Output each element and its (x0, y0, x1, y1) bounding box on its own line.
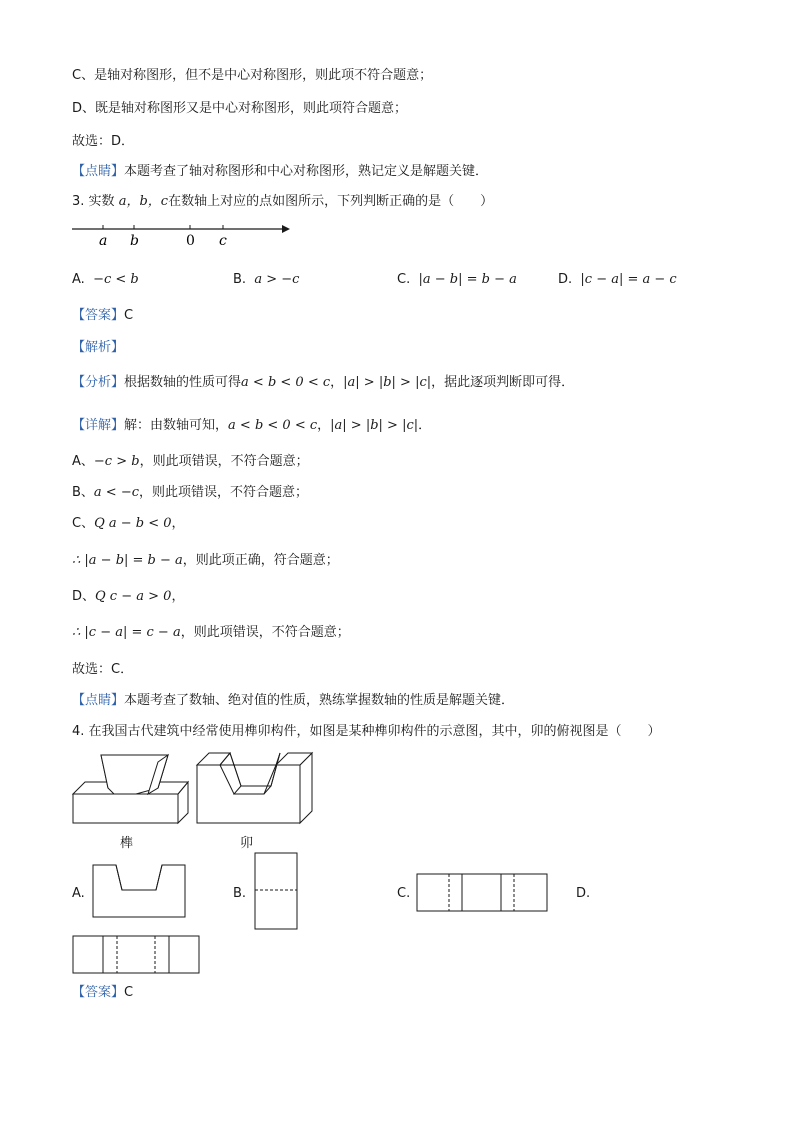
answer-tag: 【答案】 (72, 308, 125, 323)
reason-text: ，则此项正确，符合题意； (182, 553, 339, 568)
question-number: 3. (72, 194, 85, 209)
q4-option-a-label: A. (72, 886, 85, 901)
question-text: 实数 (88, 194, 115, 209)
reason-math: Q a − b < 0 (94, 516, 172, 531)
reason-prefix: C、 (72, 516, 95, 531)
q4-option-d-figure (72, 935, 200, 975)
mortise-label: 卯 (240, 836, 254, 851)
detail-tag: 【详解】 (72, 418, 125, 433)
fenxi-text-rest: ，据此逐项判断即可得． (431, 375, 575, 390)
comment-tag: 【点睛】 (72, 164, 125, 179)
c-option-explanation: C、是轴对称图形，但不是中心对称图形，则此项不符合题意； (72, 68, 433, 83)
reason-prefix: D、 (72, 589, 96, 604)
label-0: 0 (186, 233, 195, 249)
fenxi-tag: 【分析】 (72, 375, 125, 390)
fenxi-math-2: |a| > |b| > |c| (343, 375, 432, 390)
option-label: A. (72, 272, 85, 287)
option-label: B. (233, 272, 247, 287)
number-line-arrow (282, 225, 290, 233)
choose-d: 故选：D． (72, 134, 135, 149)
comment-1 (72, 163, 488, 181)
detail-text: 解：由数轴可知， (124, 418, 229, 433)
question-vars: a，b，c (118, 194, 169, 209)
comment-tag: 【点睛】 (72, 693, 125, 708)
q3-option-c (397, 271, 517, 289)
label-b: b (130, 233, 139, 249)
option-label: C. (397, 272, 411, 287)
detail-sep: ， (317, 418, 331, 433)
reason-text: ，则此项错误，不符合题意； (139, 454, 309, 469)
answer-tag: 【答案】 (72, 985, 125, 1000)
option-expr: −c < b (93, 272, 139, 287)
fenxi-text: 根据数轴的性质可得 (124, 375, 242, 390)
comment-text: 本题考查了轴对称图形和中心对称图形，熟记定义是解题关键． (124, 164, 489, 179)
option-label: D. (558, 272, 573, 287)
mortise-figure (196, 752, 316, 827)
answer-4 (72, 984, 133, 1002)
reason-math: ∴ |a − b| = b − a (72, 553, 183, 568)
reason-math: Q c − a > 0 (95, 589, 172, 604)
tenon-figure (72, 752, 192, 827)
reason-d-2 (72, 624, 350, 642)
d-option-explanation: D、既是轴对称图形又是中心对称图形，则此项符合题意； (72, 101, 408, 116)
reason-c (72, 515, 185, 533)
answer-value: C (124, 308, 134, 323)
detail-math-1: a < b < 0 < c (228, 418, 318, 433)
question-text-rest: 在数轴上对应的点如图所示，下列判断正确的是（ ） (168, 194, 494, 209)
comment-text: 本题考查了数轴、绝对值的性质，熟练掌握数轴的性质是解题关键． (124, 693, 515, 708)
answer-value: C (124, 985, 134, 1000)
comment-2 (72, 692, 514, 710)
q4-option-a-figure (92, 864, 186, 918)
reason-text: ， (171, 589, 185, 604)
label-c: c (219, 233, 227, 249)
option-expr: |a − b| = b − a (418, 272, 517, 287)
reason-text: ， (171, 516, 185, 531)
reason-c-2 (72, 552, 339, 570)
label-a: a (99, 233, 108, 249)
question-3 (72, 193, 493, 211)
reason-math: −c > b (93, 454, 140, 469)
tenon-front (73, 794, 178, 823)
fenxi-sep: ， (330, 375, 344, 390)
question-4 (72, 723, 661, 741)
detail-line (72, 417, 431, 435)
answer-3 (72, 307, 133, 325)
question-text: 在我国古代建筑中经常使用榫卯构件，如图是某种榫卯构件的示意图，其中，卯的俯视图是（ ） (88, 724, 661, 739)
q3-option-a (72, 271, 139, 289)
q4-option-b-figure (254, 852, 298, 930)
q4-option-c-figure (416, 873, 548, 913)
reason-math: ∴ |c − a| = c − a (72, 625, 181, 640)
q4-option-d-label: D. (576, 886, 591, 901)
reason-math: a < −c (93, 485, 140, 500)
q3-option-b (233, 271, 299, 289)
choose-c: 故选：C． (72, 662, 134, 677)
fenxi-line (72, 374, 574, 392)
detail-math-2: |a| > |b| > |c| (330, 418, 419, 433)
q4-option-b-label: B. (233, 886, 247, 901)
analysis-tag: 【解析】 (72, 340, 125, 355)
q4-option-c-label: C. (397, 886, 411, 901)
reason-d (72, 588, 184, 606)
reason-a (72, 453, 309, 471)
option-expr: |c − a| = a − c (580, 272, 677, 287)
q3-option-d (558, 271, 677, 289)
number-line-figure (70, 220, 300, 250)
reason-text: ，则此项错误，不符合题意； (180, 625, 350, 640)
reason-b (72, 484, 308, 502)
fenxi-math-1: a < b < 0 < c (241, 375, 331, 390)
option-expr: a > −c (254, 272, 300, 287)
reason-prefix: A、 (72, 454, 94, 469)
reason-prefix: B、 (72, 485, 94, 500)
detail-end: ． (418, 418, 432, 433)
reason-text: ，则此项错误，不符合题意； (139, 485, 309, 500)
question-number: 4. (72, 724, 85, 739)
tenon-label: 榫 (120, 836, 134, 851)
